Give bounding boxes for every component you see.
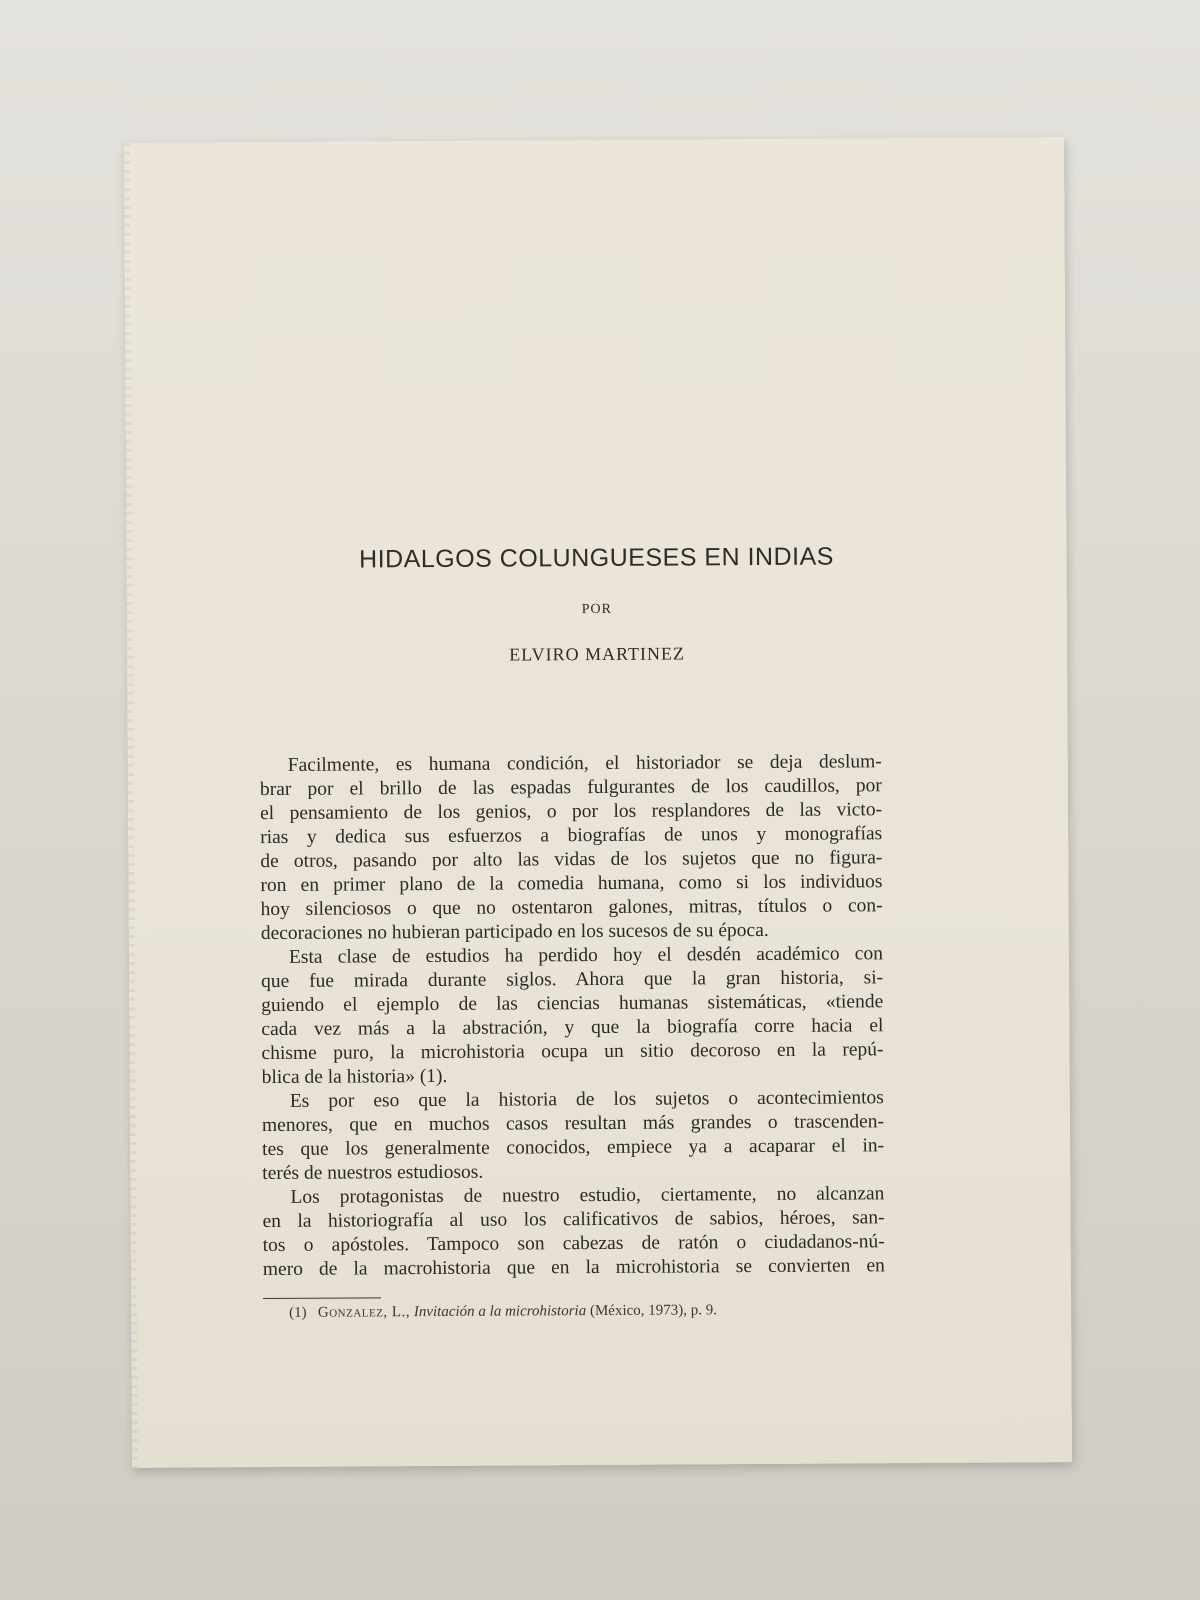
text-line: brar por el brillo de las espadas fulgurantes de los caudillos, por: [259, 775, 882, 801]
text-line: tes que los generalmente conocidos, empiece ya a acaparar el in-: [262, 1135, 885, 1161]
text-line: mero de la macrohistoria que en la microhistoria se convierten en: [262, 1255, 885, 1281]
text-line: terés de nuestros estudiosos.: [262, 1161, 484, 1185]
text-line: blica de la historia» (1).: [261, 1065, 448, 1089]
text-line: el pensamiento de los genios, o por los resplandores de las victo-: [259, 799, 883, 825]
footnote-author: Gonzalez, L.,: [317, 1304, 411, 1321]
footnote-details: (México, 1973), p. 9.: [589, 1302, 718, 1320]
text-line: de otros, pasando por alto las vidas de los sujetos que no figura-: [260, 847, 883, 873]
text-line: decoraciones no hubieran participado en los sucesos de su época.: [260, 919, 769, 945]
text-line: hoy silenciosos o que no ostentaron galones, mitras, títulos o con-: [260, 895, 883, 921]
text-line: Los protagonistas de nuestro estudio, ciertamente, no alcanzan: [290, 1183, 885, 1208]
text-line: guiendo el ejemplo de las ciencias humanas sistemáticas, «tiende: [261, 991, 884, 1017]
text-line: rias y dedica sus esfuerzos a biografías de unos y monografías: [260, 823, 883, 849]
text-line: cada vez más a la abstración, y que la biografía corre hacia el: [261, 1015, 884, 1041]
article-title: HIDALGOS COLUNGUESES EN INDIAS: [359, 542, 834, 574]
text-line: Esta clase de estudios ha perdido hoy el desdén académico con: [288, 943, 883, 968]
footnote-divider: [263, 1297, 381, 1299]
footnote: [289, 1302, 717, 1322]
text-line: chisme puro, la microhistoria ocupa un sitio decoroso en la repú-: [261, 1039, 884, 1065]
body-text: [260, 750, 885, 1282]
text-line: que fue mirada durante siglos. Ahora que la gran historia, si-: [261, 967, 884, 993]
footnote-number: (1): [289, 1304, 307, 1321]
byline-label: POR: [581, 601, 612, 618]
text-line: tos o apóstoles. Tampoco son cabezas de ratón o ciudadanos-nú-: [262, 1231, 885, 1257]
text-line: Es por eso que la historia de los sujetos o acontecimientos: [289, 1087, 884, 1112]
author-name: ELVIRO MARTINEZ: [509, 643, 686, 665]
footnote-work: Invitación a la microhistoria: [413, 1303, 587, 1321]
text-line: ron en primer plano de la comedia humana, como si los individuos: [260, 871, 883, 897]
text-line: Facilmente, es humana condición, el historiador se deja deslum-: [287, 751, 882, 776]
text-line: en la historiografía al uso los calificativos de sabios, héroes, san-: [262, 1207, 885, 1233]
text-line: menores, que en muchos casos resultan más grandes o trascenden-: [261, 1111, 885, 1137]
document-page: [124, 137, 1072, 1468]
